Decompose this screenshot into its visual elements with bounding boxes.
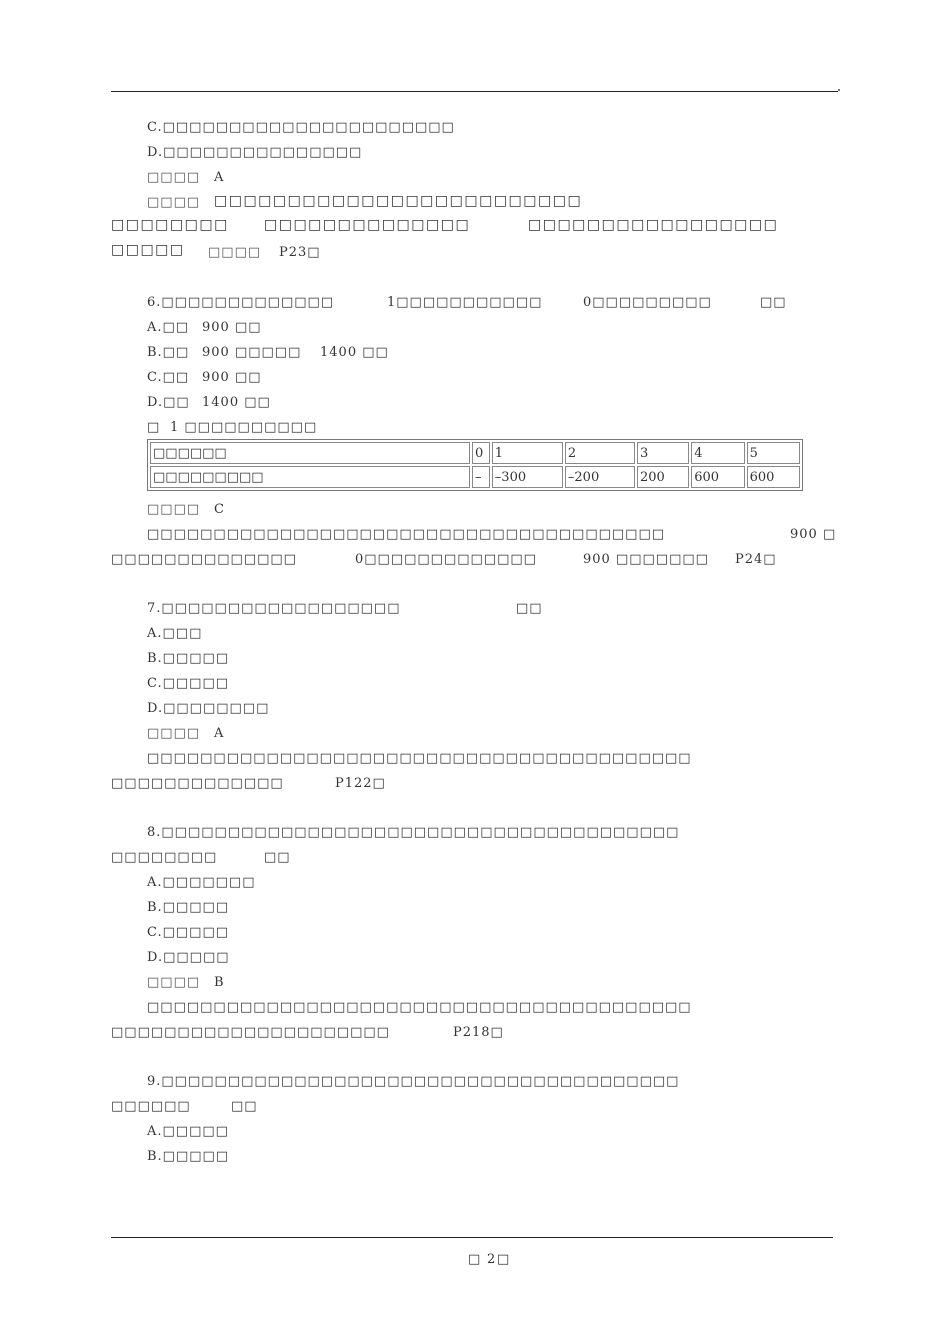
header-rule [111, 91, 838, 92]
q9-stem-line2: □□□□□□ [111, 1099, 191, 1114]
q7-option-b: B.□□□□□ [147, 651, 230, 666]
q5-ref-label: □□□□ [208, 245, 262, 260]
q6-analysis-line2c: 900 □□□□□□□ [583, 552, 709, 567]
table-cell: □□□□□□ [150, 442, 470, 464]
q8-option-d: D.□□□□□ [147, 950, 230, 965]
q6-option-a-prefix: A.□□ [147, 320, 190, 335]
q6-stem-b: 1□□□□□□□□□□□ [387, 295, 543, 310]
q7-answer: A [214, 726, 225, 741]
q7-option-d: D.□□□□□□□□ [147, 701, 270, 716]
q6-option-d-value: 1400 □□ [202, 395, 271, 410]
q7-ref: P122□ [335, 776, 386, 791]
table-cell: –300 [492, 466, 563, 488]
table-cell: 1 [492, 442, 563, 464]
q6-stem-a: 6.□□□□□□□□□□□□□ [147, 295, 335, 310]
q8-answer: B [214, 975, 225, 990]
table-cell: –200 [565, 466, 635, 488]
q7-option-c: C.□□□□□ [147, 676, 230, 691]
q6-answer: C [214, 502, 225, 517]
q5-ref: P23□ [279, 245, 321, 260]
q8-option-a: A.□□□□□□□ [147, 875, 256, 890]
q7-stem: 7.□□□□□□□□□□□□□□□□□□ [147, 601, 401, 616]
table-cell: – [472, 466, 490, 488]
table-cell: 0 [472, 442, 490, 464]
footer-page-prefix: □ [468, 1252, 482, 1267]
q5-analysis-label: □□□□ [147, 195, 201, 210]
q8-stem-line2: □□□□□□□□ [111, 850, 218, 865]
q7-analysis-line1: □□□□□□□□□□□□□□□□□□□□□□□□□□□□□□□□□□□□□□□□□ [147, 751, 692, 766]
q5-analysis-line1: □□□□□□□□□□□□□□□□□□□□□□□□□ [214, 193, 583, 209]
table-cell: 5 [747, 442, 800, 464]
table-cell: 4 [691, 442, 744, 464]
q6-option-a-value: 900 □□ [202, 320, 262, 335]
q6-option-b-value: 900 □□□□□ [202, 345, 302, 360]
table-cell: 600 [691, 466, 744, 488]
q6-stem-d: □□ [760, 295, 787, 310]
q5-answer: A [214, 170, 225, 185]
table-cell: 200 [637, 466, 689, 488]
q8-option-b: B.□□□□□ [147, 900, 230, 915]
q5-option-c: C.□□□□□□□□□□□□□□□□□□□□□□ [147, 120, 455, 135]
q7-answer-label: □□□□ [147, 726, 201, 741]
q7-analysis-line2: □□□□□□□□□□□□□ [111, 776, 284, 791]
q5-analysis-line2c: □□□□□□□□□□□□□□□□□ [528, 217, 779, 233]
q9-option-b: B.□□□□□ [147, 1149, 230, 1164]
q5-analysis-line2b: □□□□□□□□□□□□□□ [264, 217, 471, 233]
table-cell: □□□□□□□□□ [150, 466, 470, 488]
q8-option-c: C.□□□□□ [147, 925, 230, 940]
q8-ref: P218□ [453, 1025, 504, 1040]
q6-option-c-value: 900 □□ [202, 370, 262, 385]
q6-ref: P24□ [735, 552, 777, 567]
q6-table-caption-prefix: □ [147, 420, 161, 435]
q6-option-d-prefix: D.□□ [147, 395, 190, 410]
q6-option-b-prefix: B.□□ [147, 345, 190, 360]
table-row-year [150, 442, 800, 464]
q5-analysis-line3: □□□□□ [111, 242, 185, 258]
q8-stem-end: □□ [264, 850, 291, 865]
footer-page-suffix: □ [497, 1252, 511, 1267]
q6-option-b-value2: 1400 □□ [320, 345, 389, 360]
q9-option-a: A.□□□□□ [147, 1124, 229, 1139]
q8-analysis-line1: □□□□□□□□□□□□□□□□□□□□□□□□□□□□□□□□□□□□□□□□□ [147, 1000, 692, 1015]
q5-analysis-line2a: □□□□□□□□ [111, 217, 229, 233]
q6-analysis-line1-value: 900 □ [790, 527, 837, 542]
q6-option-c-prefix: C.□□ [147, 370, 190, 385]
q7-option-a: A.□□□ [147, 626, 203, 641]
q8-analysis-line2: □□□□□□□□□□□□□□□□□□□□□ [111, 1025, 390, 1040]
cash-flow-table [147, 439, 803, 491]
header-mark [838, 89, 840, 91]
q5-answer-label: □□□□ [147, 170, 201, 185]
footer-page-number: 2 [487, 1252, 497, 1267]
q8-answer-label: □□□□ [147, 975, 201, 990]
q6-stem-c: 0□□□□□□□□□ [583, 295, 712, 310]
q6-analysis-line1: □□□□□□□□□□□□□□□□□□□□□□□□□□□□□□□□□□□□□□□ [147, 527, 666, 542]
footer-rule [111, 1237, 833, 1238]
table-row-cashflow [150, 466, 800, 488]
q7-stem-end: □□ [516, 601, 543, 616]
table-cell: 3 [637, 442, 689, 464]
q5-option-d: D.□□□□□□□□□□□□□□□ [147, 145, 363, 160]
table-cell: 600 [747, 466, 800, 488]
q6-analysis-line2b: 0□□□□□□□□□□□□□ [355, 552, 537, 567]
q6-answer-label: □□□□ [147, 502, 201, 517]
q6-analysis-line2a: □□□□□□□□□□□□□□ [111, 552, 297, 567]
q8-stem-line1: 8.□□□□□□□□□□□□□□□□□□□□□□□□□□□□□□□□□□□□□□□ [147, 825, 680, 840]
q9-stem-end: □□ [231, 1099, 258, 1114]
table-cell: 2 [565, 442, 635, 464]
q9-stem-line1: 9.□□□□□□□□□□□□□□□□□□□□□□□□□□□□□□□□□□□□□□□ [147, 1074, 680, 1089]
q6-table-caption: 1 □□□□□□□□□□ [170, 420, 318, 435]
